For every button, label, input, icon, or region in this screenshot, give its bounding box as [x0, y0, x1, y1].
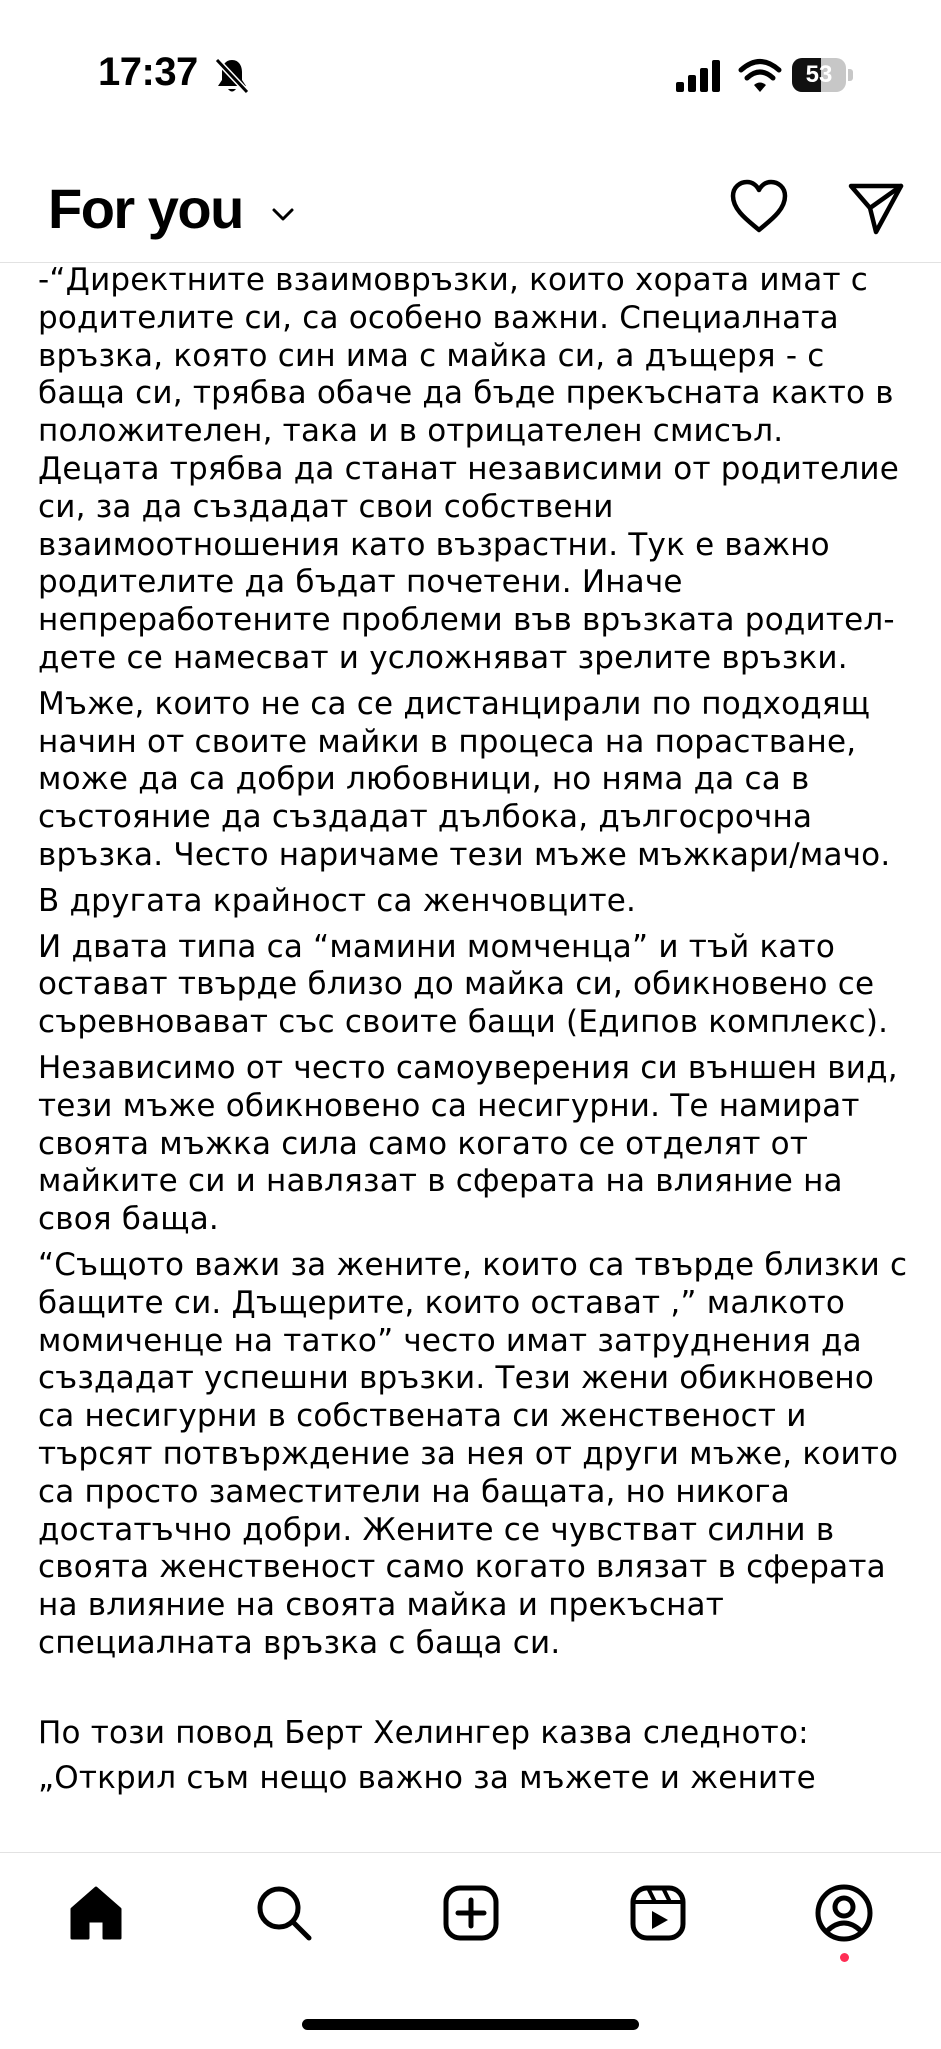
post-paragraph: В другата крайност са женчовците. [38, 882, 637, 919]
post-paragraph: Мъже, които не са се дистанцирали по подходящ начин от своите майки в процеса на порастване, може да са добри любовници, но няма да са в състояние да създадат дълбока, дългосрочна връзка. Често наричаме тези мъже мъжкари/мачо. [38, 685, 891, 873]
chevron-down-icon[interactable] [270, 204, 296, 224]
status-time: 17:37 [98, 50, 198, 94]
feed-selector[interactable]: For you [48, 177, 243, 240]
send-icon[interactable] [846, 180, 906, 236]
heart-icon[interactable] [728, 178, 790, 236]
bell-slash-icon [214, 56, 250, 96]
bottom-tab-bar [0, 1852, 941, 2049]
post-paragraph: Независимо от често самоуверения си външен вид, тези мъже обикновено са несигурни. Те намират своята мъжка сила само когато се отделят от майките си и навлязат в сферата на влияние на своя баща. [38, 1049, 898, 1238]
profile-icon[interactable] [814, 1883, 874, 1943]
home-icon[interactable] [66, 1883, 126, 1943]
cellular-signal-icon [674, 60, 722, 92]
battery-tip [848, 69, 853, 81]
wifi-icon [738, 58, 782, 94]
post-paragraph: И двата типа са “мамини момченца” и тъй като остават твърде близо до майка си, обикновено се съревновават със своите бащи (Едипов комплекс). [38, 928, 889, 1041]
home-indicator[interactable] [302, 2019, 639, 2030]
post-paragraph: „Открил съм нещо важно за мъжете и жените [38, 1760, 816, 1797]
feed-header [0, 150, 941, 263]
battery-level-text: 53 [805, 61, 833, 88]
create-icon[interactable] [441, 1883, 501, 1943]
post-paragraph: -“Директните взаимовръзки, които хората имат с родителите си, са особено важни. Специалната връзка, която син има с майка си, а дъщеря - с баща си, трябва обаче да бъде прекъсната както в положителен, така и в отрицателен смисъл. Децата трябва да станат независими от родителие си, за да създадат свои собствени взаимоотношения като възрастни. Тук е важно родителите да бъдат почетени. Иначе непреработените проблеми във връзката родител-дете се намесват и усложняват зрелите връзки. [38, 262, 899, 676]
post-paragraph: По този повод Берт Хелингер казва следното: [38, 1714, 809, 1751]
search-icon[interactable] [254, 1883, 314, 1943]
post-text [38, 262, 908, 1852]
post-paragraph: “Същото важи за жените, които са твърде близки с бащите си. Дъщерите, които остават ,” малкото момиченце на татко” често имат затруднения да създадат успешни връзки. Тези жени обикновено са несигурни в собствената си женственост и търсят потвърждение за нея от други мъже, които са просто заместители на бащата, но никога достатъчно добри. Жените се чувстват силни в своята женственост само когато влязат в сферата на влияние на своята майка и прекъснат специалната връзка с баща си. [38, 1246, 908, 1661]
status-bar [0, 0, 941, 150]
reels-icon[interactable] [628, 1883, 688, 1943]
notification-dot [840, 1953, 849, 1962]
battery-icon [792, 58, 854, 94]
